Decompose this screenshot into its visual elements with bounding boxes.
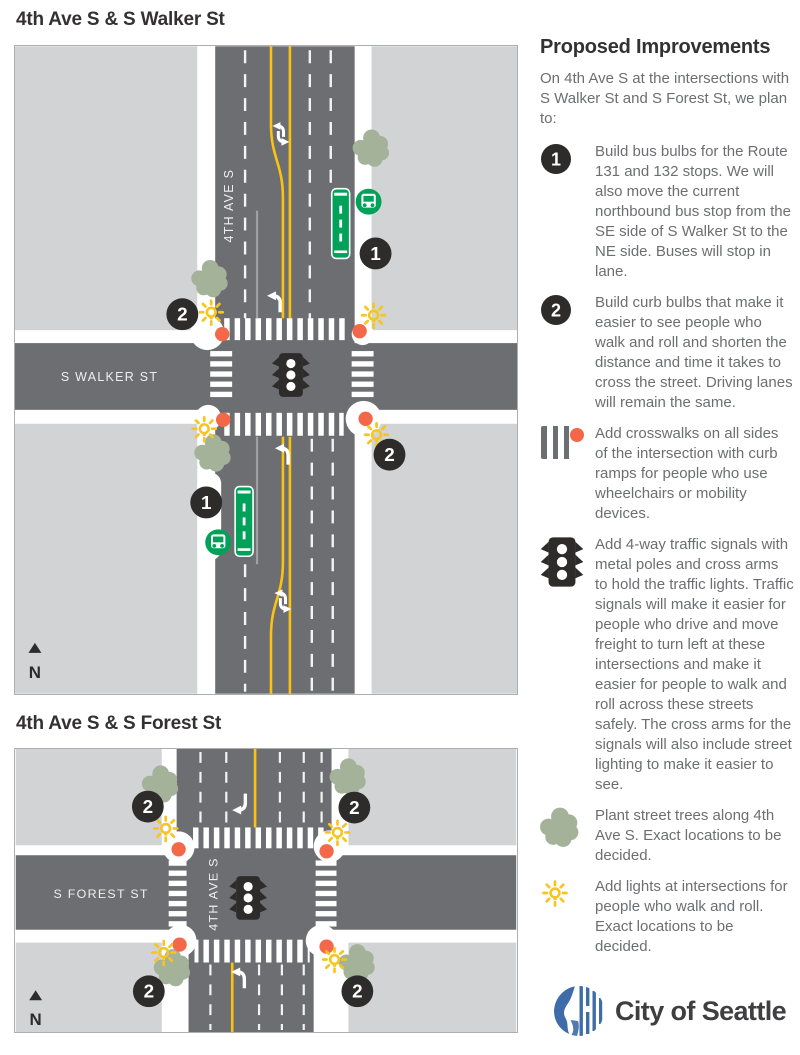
svg-text:2: 2 bbox=[177, 304, 188, 326]
svg-text:1: 1 bbox=[370, 243, 381, 265]
city-of-seattle-logo bbox=[552, 984, 786, 1038]
legend-item-crosswalks bbox=[540, 424, 794, 524]
street-label-walker: S WALKER ST bbox=[60, 369, 159, 384]
proposed-improvements-panel bbox=[540, 36, 794, 968]
pedestrian-light-icon bbox=[200, 301, 223, 325]
logo-wordmark: City of Seattle bbox=[615, 995, 787, 1026]
pedestrian-light-icon bbox=[540, 877, 586, 908]
svg-text:N: N bbox=[28, 662, 42, 682]
svg-text:2: 2 bbox=[142, 796, 154, 818]
map-walker-title: 4th Ave S & S Walker St bbox=[16, 9, 225, 30]
svg-text:2: 2 bbox=[550, 300, 562, 321]
svg-text:N: N bbox=[29, 1010, 42, 1030]
legend-item-bus-bulbs bbox=[540, 142, 794, 282]
marker-2 bbox=[133, 975, 165, 1007]
legend-text: Add lights at intersections for people who walk and roll. Exact locations to be decided. bbox=[595, 878, 788, 955]
legend-item-trees bbox=[540, 806, 794, 866]
marker-2 bbox=[338, 792, 370, 824]
street-label-forest: S FOREST ST bbox=[53, 886, 149, 901]
seattle-emblem-icon bbox=[552, 984, 606, 1038]
marker-1 bbox=[360, 238, 392, 270]
legend-item-curb-bulbs bbox=[540, 293, 794, 413]
pedestrian-light-icon bbox=[323, 948, 346, 972]
marker-2 bbox=[341, 975, 373, 1007]
map-forest-diagram bbox=[14, 748, 518, 1033]
legend-text: Add 4-way traffic signals with metal poles and cross arms to hold the traffic lights. Traffic signals will make it easier for people who drive and move freight to turn left at these intersections and make it easier for people to walk and roll across these streets safely. The cross arms for the signals will also include street lighting to make it easier to see. bbox=[595, 536, 794, 793]
legend-text: Plant street trees along 4th Ave S. Exact locations to be decided. bbox=[595, 807, 782, 864]
bus-top-icon bbox=[235, 487, 253, 557]
pedestrian-light-icon bbox=[152, 941, 175, 965]
legend-text: Build curb bulbs that make it easier to see people who walk and roll and shorten the distance and time it takes to cross the street. Driving lanes will remain the same. bbox=[595, 294, 793, 411]
pedestrian-light-icon bbox=[154, 817, 177, 841]
street-label-4th-ave: 4TH AVE S bbox=[222, 168, 237, 243]
tree-icon bbox=[540, 806, 586, 847]
panel-intro: On 4th Ave S at the intersections with S Walker St and S Forest St, we plan to: bbox=[540, 70, 790, 127]
marker-2 bbox=[132, 791, 164, 823]
bus-stop-icon bbox=[205, 529, 231, 555]
crosswalk-icon bbox=[540, 424, 586, 461]
map-walker-diagram bbox=[14, 45, 518, 695]
legend-text: Add crosswalks on all sides of the intersection with curb ramps for people who use wheelchairs or mobility devices. bbox=[595, 425, 779, 522]
bus-top-icon bbox=[332, 189, 350, 259]
street-label-4th-ave: 4TH AVE S bbox=[206, 857, 221, 931]
svg-text:1: 1 bbox=[550, 149, 562, 170]
svg-text:2: 2 bbox=[349, 797, 360, 819]
svg-text:2: 2 bbox=[143, 980, 155, 1002]
svg-text:1: 1 bbox=[200, 492, 212, 514]
legend-item-signals bbox=[540, 535, 794, 795]
svg-text:2: 2 bbox=[352, 980, 363, 1002]
map-forest-title: 4th Ave S & S Forest St bbox=[16, 713, 222, 734]
svg-text:2: 2 bbox=[384, 445, 395, 467]
marker-2-icon bbox=[540, 293, 586, 326]
traffic-signal-icon bbox=[540, 535, 586, 590]
legend-item-lights bbox=[540, 877, 794, 957]
marker-2 bbox=[374, 439, 406, 471]
marker-1-icon bbox=[540, 142, 586, 175]
marker-2 bbox=[166, 298, 198, 330]
marker-1 bbox=[190, 487, 222, 519]
legend-text: Build bus bulbs for the Route 131 and 132 stops. We will also move the current northbound bus stop from the SE side of S Walker St to the NE side. Buses will stop in lane. bbox=[595, 143, 791, 280]
bus-stop-icon bbox=[356, 189, 382, 215]
panel-title: Proposed Improvements bbox=[540, 36, 771, 58]
